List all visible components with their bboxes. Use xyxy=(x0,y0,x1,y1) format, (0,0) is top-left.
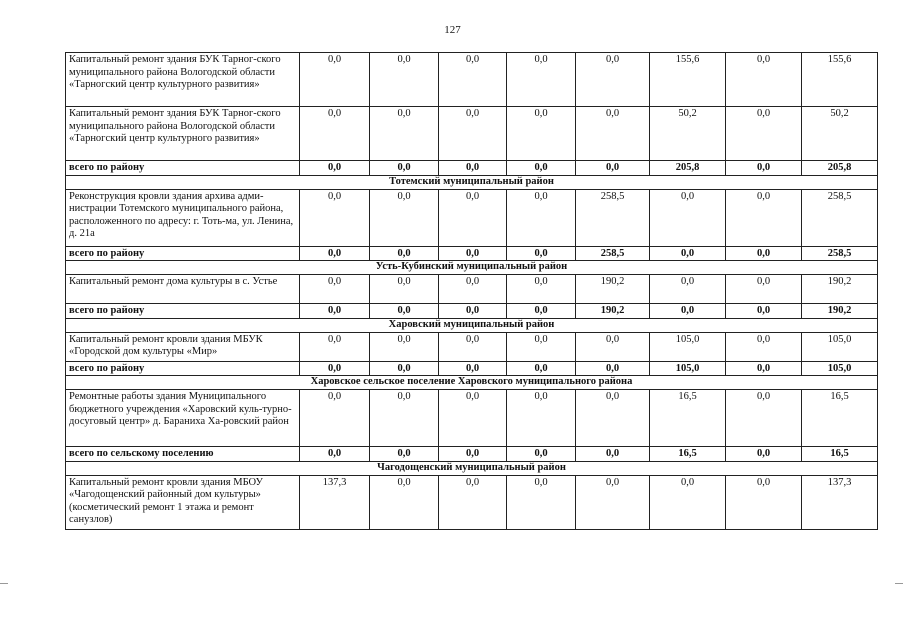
value-cell: 0,0 xyxy=(726,161,802,176)
value-cell: 190,2 xyxy=(576,275,650,304)
item-name: Капитальный ремонт здания БУК Тарног-ского муниципального района Вологодской области «Тарногский центр культурного развития» xyxy=(66,53,300,107)
value-cell: 0,0 xyxy=(650,275,726,304)
value-cell: 258,5 xyxy=(802,246,878,261)
total-label: всего по сельскому поселению xyxy=(66,447,300,462)
total-label: всего по району xyxy=(66,304,300,319)
value-cell: 0,0 xyxy=(370,447,439,462)
value-cell: 258,5 xyxy=(802,189,878,246)
value-cell: 0,0 xyxy=(507,304,576,319)
left-edge-mark xyxy=(0,583,8,584)
value-cell: 0,0 xyxy=(507,332,576,361)
value-cell: 0,0 xyxy=(300,361,370,376)
value-cell: 0,0 xyxy=(300,53,370,107)
value-cell: 0,0 xyxy=(439,304,507,319)
table-row xyxy=(66,53,878,107)
value-cell: 0,0 xyxy=(370,275,439,304)
value-cell: 0,0 xyxy=(507,447,576,462)
value-cell: 0,0 xyxy=(650,189,726,246)
value-cell: 0,0 xyxy=(439,332,507,361)
value-cell: 0,0 xyxy=(576,107,650,161)
item-name: Капитальный ремонт кровли здания МБУК «Городской дом культуры «Мир» xyxy=(66,332,300,361)
value-cell: 0,0 xyxy=(726,361,802,376)
value-cell: 0,0 xyxy=(439,390,507,447)
value-cell: 105,0 xyxy=(802,332,878,361)
table-row xyxy=(66,189,878,246)
value-cell: 0,0 xyxy=(370,475,439,529)
section-title: Чагодощенский муниципальный район xyxy=(66,461,878,475)
value-cell: 0,0 xyxy=(439,53,507,107)
value-cell: 0,0 xyxy=(576,475,650,529)
section-header-row xyxy=(66,461,878,475)
value-cell: 0,0 xyxy=(507,275,576,304)
value-cell: 0,0 xyxy=(439,475,507,529)
item-name: Капитальный ремонт дома культуры в с. Устье xyxy=(66,275,300,304)
value-cell: 0,0 xyxy=(300,189,370,246)
value-cell: 0,0 xyxy=(650,304,726,319)
total-label: всего по району xyxy=(66,161,300,176)
section-header-row xyxy=(66,318,878,332)
value-cell: 0,0 xyxy=(576,361,650,376)
total-row xyxy=(66,304,878,319)
item-name: Капитальный ремонт здания БУК Тарног-ского муниципального района Вологодской области «Тарногский центр культурного развития» xyxy=(66,107,300,161)
value-cell: 205,8 xyxy=(650,161,726,176)
value-cell: 0,0 xyxy=(370,390,439,447)
value-cell: 0,0 xyxy=(370,332,439,361)
value-cell: 0,0 xyxy=(726,390,802,447)
value-cell: 16,5 xyxy=(802,447,878,462)
value-cell: 0,0 xyxy=(576,332,650,361)
value-cell: 0,0 xyxy=(507,361,576,376)
section-title: Харовский муниципальный район xyxy=(66,318,878,332)
value-cell: 0,0 xyxy=(726,332,802,361)
section-header-row xyxy=(66,376,878,390)
value-cell: 0,0 xyxy=(439,275,507,304)
value-cell: 16,5 xyxy=(650,447,726,462)
total-row xyxy=(66,361,878,376)
table-row xyxy=(66,390,878,447)
value-cell: 0,0 xyxy=(507,246,576,261)
table-row xyxy=(66,332,878,361)
value-cell: 105,0 xyxy=(802,361,878,376)
value-cell: 0,0 xyxy=(726,447,802,462)
value-cell: 105,0 xyxy=(650,361,726,376)
value-cell: 16,5 xyxy=(650,390,726,447)
value-cell: 190,2 xyxy=(576,304,650,319)
value-cell: 0,0 xyxy=(507,189,576,246)
value-cell: 0,0 xyxy=(300,447,370,462)
value-cell: 258,5 xyxy=(576,189,650,246)
section-title: Тотемский муниципальный район xyxy=(66,175,878,189)
value-cell: 0,0 xyxy=(726,189,802,246)
value-cell: 0,0 xyxy=(300,332,370,361)
value-cell: 0,0 xyxy=(576,161,650,176)
value-cell: 0,0 xyxy=(507,107,576,161)
value-cell: 16,5 xyxy=(802,390,878,447)
right-edge-mark xyxy=(895,583,903,584)
value-cell: 0,0 xyxy=(576,53,650,107)
value-cell: 0,0 xyxy=(370,189,439,246)
value-cell: 0,0 xyxy=(300,246,370,261)
value-cell: 0,0 xyxy=(507,390,576,447)
value-cell: 0,0 xyxy=(507,53,576,107)
value-cell: 0,0 xyxy=(726,246,802,261)
value-cell: 0,0 xyxy=(576,390,650,447)
value-cell: 0,0 xyxy=(300,107,370,161)
value-cell: 0,0 xyxy=(370,107,439,161)
total-row xyxy=(66,246,878,261)
value-cell: 0,0 xyxy=(439,189,507,246)
value-cell: 0,0 xyxy=(370,161,439,176)
value-cell: 0,0 xyxy=(370,53,439,107)
page-number: 127 xyxy=(444,24,461,36)
value-cell: 50,2 xyxy=(650,107,726,161)
item-name: Реконструкция кровли здания архива адми-нистрации Тотемского муниципального района, расположенного по адресу: г. Тоть-ма, ул. Ленина, д. 21а xyxy=(66,189,300,246)
value-cell: 137,3 xyxy=(802,475,878,529)
item-name: Ремонтные работы здания Муниципального бюджетного учреждения «Харовский куль-турно-досуговый центр» д. Бараниха Ха-ровский район xyxy=(66,390,300,447)
value-cell: 0,0 xyxy=(439,107,507,161)
section-header-row xyxy=(66,261,878,275)
value-cell: 155,6 xyxy=(650,53,726,107)
value-cell: 155,6 xyxy=(802,53,878,107)
section-title: Харовское сельское поселение Харовского муниципального района xyxy=(66,376,878,390)
total-row xyxy=(66,161,878,176)
value-cell: 205,8 xyxy=(802,161,878,176)
value-cell: 0,0 xyxy=(726,53,802,107)
value-cell: 105,0 xyxy=(650,332,726,361)
section-header-row xyxy=(66,175,878,189)
value-cell: 0,0 xyxy=(726,275,802,304)
value-cell: 0,0 xyxy=(300,390,370,447)
value-cell: 0,0 xyxy=(726,107,802,161)
total-row xyxy=(66,447,878,462)
value-cell: 50,2 xyxy=(802,107,878,161)
value-cell: 0,0 xyxy=(439,161,507,176)
value-cell: 0,0 xyxy=(439,361,507,376)
value-cell: 0,0 xyxy=(439,246,507,261)
value-cell: 0,0 xyxy=(370,304,439,319)
value-cell: 0,0 xyxy=(370,246,439,261)
value-cell: 0,0 xyxy=(507,475,576,529)
total-label: всего по району xyxy=(66,361,300,376)
table-row xyxy=(66,275,878,304)
value-cell: 0,0 xyxy=(300,275,370,304)
value-cell: 0,0 xyxy=(300,161,370,176)
value-cell: 190,2 xyxy=(802,275,878,304)
item-name: Капитальный ремонт кровли здания МБОУ «Чагодощенский районный дом культуры» (косметический ремонт 1 этажа и ремонт санузлов) xyxy=(66,475,300,529)
value-cell: 0,0 xyxy=(650,475,726,529)
total-label: всего по району xyxy=(66,246,300,261)
value-cell: 190,2 xyxy=(802,304,878,319)
value-cell: 0,0 xyxy=(576,447,650,462)
section-title: Усть-Кубинский муниципальный район xyxy=(66,261,878,275)
table-row xyxy=(66,475,878,529)
value-cell: 0,0 xyxy=(300,304,370,319)
value-cell: 0,0 xyxy=(439,447,507,462)
value-cell: 258,5 xyxy=(576,246,650,261)
value-cell: 0,0 xyxy=(507,161,576,176)
value-cell: 137,3 xyxy=(300,475,370,529)
value-cell: 0,0 xyxy=(726,475,802,529)
value-cell: 0,0 xyxy=(370,361,439,376)
table-row xyxy=(66,107,878,161)
table-body xyxy=(66,53,878,530)
value-cell: 0,0 xyxy=(726,304,802,319)
budget-table xyxy=(65,52,878,530)
value-cell: 0,0 xyxy=(650,246,726,261)
